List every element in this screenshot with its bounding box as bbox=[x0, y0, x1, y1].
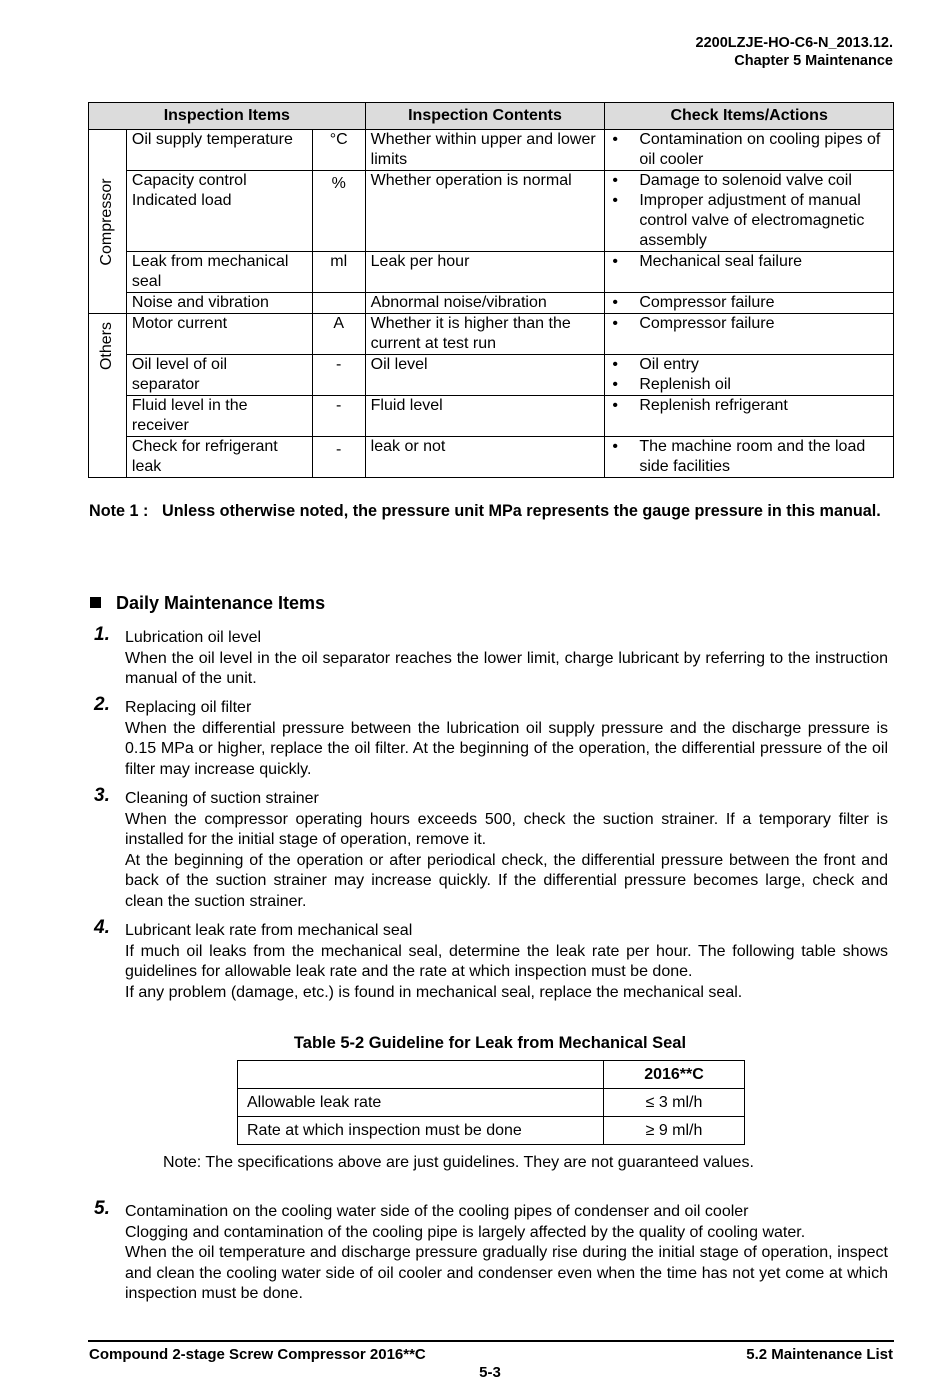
row-value: ≤ 3 ml/h bbox=[604, 1089, 745, 1117]
item-cell: Noise and vibration bbox=[126, 293, 312, 314]
item-cell: Fluid level in the receiver bbox=[126, 396, 312, 437]
square-bullet-icon bbox=[90, 597, 101, 608]
item-cell: Motor current bbox=[126, 314, 312, 355]
item-paragraph: When the oil level in the oil separator reaches the lower limit, charge lubricant by referring to the instruction manual of the unit. bbox=[125, 649, 888, 687]
list-item bbox=[94, 624, 888, 690]
note-text: Unless otherwise noted, the pressure unit MPa represents the gauge pressure in this manual. bbox=[162, 502, 881, 520]
actions-cell bbox=[605, 293, 894, 314]
action-item: • Compressor failure bbox=[639, 293, 888, 313]
item-paragraph: If much oil leaks from the mechanical seal, determine the leak rate per hour. The following table shows guidelines for allowable leak rate and the rate at which inspection must be done. bbox=[125, 942, 888, 980]
action-item: • Contamination on cooling pipes of oil cooler bbox=[639, 130, 888, 170]
actions-cell bbox=[605, 355, 894, 396]
chapter-title: Chapter 5 Maintenance bbox=[734, 53, 893, 69]
item-cell: Oil level of oil separator bbox=[126, 355, 312, 396]
table-row bbox=[89, 314, 894, 355]
actions-cell bbox=[605, 130, 894, 171]
header-check-items: Check Items/Actions bbox=[605, 103, 894, 130]
content-cell: Whether operation is normal bbox=[365, 171, 605, 252]
item-number: 2. bbox=[94, 694, 110, 715]
unit-cell bbox=[312, 293, 365, 314]
item-cell: Check for refrigerant leak bbox=[126, 437, 312, 478]
row-value: ≥ 9 ml/h bbox=[604, 1117, 745, 1145]
content-cell: Leak per hour bbox=[365, 252, 605, 293]
footer-product: Compound 2-stage Screw Compressor 2016**C bbox=[89, 1346, 426, 1363]
group-label-others: Others bbox=[89, 314, 127, 478]
document-id: 2200LZJE-HO-C6-N_2013.12. bbox=[695, 35, 893, 51]
item-cell: Oil supply temperature bbox=[126, 130, 312, 171]
group-label-compressor: Compressor bbox=[89, 130, 127, 314]
unit-cell: ml bbox=[312, 252, 365, 293]
table-row bbox=[89, 396, 894, 437]
unit-cell: % bbox=[312, 171, 365, 252]
header-empty-cell bbox=[238, 1061, 604, 1089]
table-row bbox=[89, 130, 894, 171]
list-item bbox=[94, 917, 888, 1003]
list-item bbox=[94, 694, 888, 780]
actions-cell bbox=[605, 314, 894, 355]
header-model: 2016**C bbox=[604, 1061, 745, 1089]
action-item: • The machine room and the load side facilities bbox=[639, 437, 888, 477]
actions-cell bbox=[605, 171, 894, 252]
item-paragraph: When the oil temperature and discharge pressure gradually rise during the initial stage of operation, inspect and clean the cooling water side of oil cooler and condenser even when the time has not yet come at which inspection must be done. bbox=[125, 1244, 888, 1302]
note-label: Note 1 : bbox=[89, 502, 149, 520]
table-row bbox=[238, 1089, 745, 1117]
section-title: Daily Maintenance Items bbox=[116, 593, 326, 613]
action-item: • Damage to solenoid valve coil bbox=[639, 171, 888, 191]
item-title: Lubrication oil level bbox=[125, 629, 262, 646]
table-row bbox=[238, 1117, 745, 1145]
pressure-unit-note bbox=[89, 501, 894, 521]
footer-section: 5.2 Maintenance List bbox=[746, 1346, 893, 1363]
action-item: • Oil entry bbox=[639, 355, 888, 375]
item-paragraph: At the beginning of the operation or after periodical check, the differential pressure between the front and back of the suction strainer may increase quickly. If the differential pressure becomes large, check and clean the suction strainer. bbox=[125, 851, 888, 910]
table-header-row bbox=[89, 103, 894, 130]
item-number: 1. bbox=[94, 624, 110, 645]
actions-cell bbox=[605, 437, 894, 478]
row-label: Allowable leak rate bbox=[238, 1089, 604, 1117]
item-paragraph: If any problem (damage, etc.) is found in mechanical seal, replace the mechanical seal. bbox=[125, 983, 743, 1001]
action-item: • Improper adjustment of manual control valve of electromagnetic assembly bbox=[639, 191, 888, 251]
row-label: Rate at which inspection must be done bbox=[238, 1117, 604, 1145]
item-number: 3. bbox=[94, 785, 110, 806]
footer-divider bbox=[88, 1340, 894, 1342]
list-item bbox=[94, 1198, 888, 1305]
item-number: 5. bbox=[94, 1198, 110, 1219]
action-item: • Replenish oil bbox=[639, 375, 888, 395]
section-heading bbox=[90, 593, 325, 614]
unit-cell: °C bbox=[312, 130, 365, 171]
item-title: Cleaning of suction strainer bbox=[125, 790, 319, 807]
item-title: Contamination on the cooling water side of the cooling pipes of condenser and oil cooler bbox=[125, 1203, 749, 1220]
actions-cell bbox=[605, 396, 894, 437]
item-paragraph: When the differential pressure between the lubrication oil supply pressure and the discharge pressure is 0.15 MPa or higher, replace the oil filter. At the beginning of the operation, the differential pressure of the oil filter may increase quickly. bbox=[125, 719, 888, 778]
item-paragraph: Clogging and contamination of the cooling pipe is largely affected by the quality of cooling water. bbox=[125, 1223, 806, 1241]
content-cell: Fluid level bbox=[365, 396, 605, 437]
leak-guideline-table bbox=[237, 1060, 745, 1145]
table-row bbox=[89, 252, 894, 293]
content-cell: Abnormal noise/vibration bbox=[365, 293, 605, 314]
unit-cell: A bbox=[312, 314, 365, 355]
unit-cell: - bbox=[312, 396, 365, 437]
item-title: Replacing oil filter bbox=[125, 699, 252, 716]
table2-note: Note: The specifications above are just guidelines. They are not guaranteed values. bbox=[163, 1154, 754, 1171]
list-item bbox=[94, 785, 888, 912]
table-row bbox=[89, 171, 894, 252]
item-number: 4. bbox=[94, 917, 110, 938]
action-item: • Mechanical seal failure bbox=[639, 252, 888, 272]
header-inspection-items: Inspection Items bbox=[89, 103, 366, 130]
action-item: • Replenish refrigerant bbox=[639, 396, 888, 416]
actions-cell bbox=[605, 252, 894, 293]
table-row bbox=[89, 355, 894, 396]
header-inspection-contents: Inspection Contents bbox=[365, 103, 605, 130]
item-title: Lubricant leak rate from mechanical seal bbox=[125, 922, 413, 939]
item-cell: Leak from mechanical seal bbox=[126, 252, 312, 293]
content-cell: Whether it is higher than the current at test run bbox=[365, 314, 605, 355]
content-cell: leak or not bbox=[365, 437, 605, 478]
table2-caption: Table 5-2 Guideline for Leak from Mechanical Seal bbox=[293, 1034, 687, 1052]
table-row bbox=[89, 293, 894, 314]
inspection-table bbox=[88, 102, 894, 478]
table-row bbox=[89, 437, 894, 478]
content-cell: Oil level bbox=[365, 355, 605, 396]
item-cell: Capacity control Indicated load bbox=[126, 171, 312, 252]
action-item: • Compressor failure bbox=[639, 314, 888, 334]
unit-cell: - bbox=[312, 355, 365, 396]
item-paragraph: When the compressor operating hours exceeds 500, check the suction strainer. If a temporary filter is installed for the initial stage of operation, remove it. bbox=[125, 810, 888, 848]
unit-cell: - bbox=[312, 437, 365, 478]
page-header bbox=[696, 34, 893, 70]
content-cell: Whether within upper and lower limits bbox=[365, 130, 605, 171]
table-header-row bbox=[238, 1061, 745, 1089]
page-number: 5-3 bbox=[479, 1364, 501, 1381]
